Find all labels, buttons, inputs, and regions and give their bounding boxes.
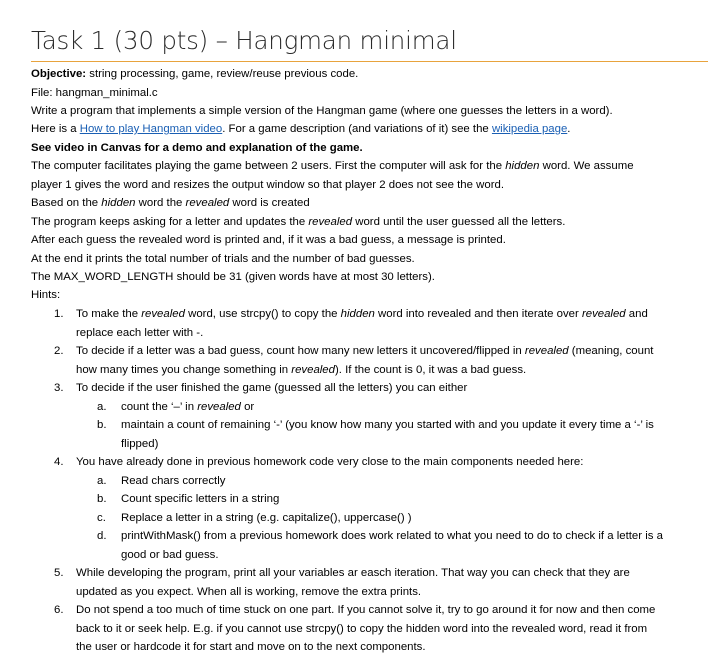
hint-3-line-1: To decide if the user finished the game (guessed all the letters) you can either xyxy=(76,382,468,394)
hint-1-revealed2: revealed xyxy=(581,308,626,320)
based-line xyxy=(31,196,310,210)
hint-1-mid2: word into revealed and then iterate over xyxy=(374,308,582,320)
based-pre: Based on the xyxy=(31,197,102,209)
wikipedia-link[interactable]: wikipedia page xyxy=(491,123,568,135)
hint-2-number: 2. xyxy=(54,345,64,357)
based-hidden: hidden xyxy=(101,197,136,209)
hint-3b-letter: b. xyxy=(97,419,107,431)
hint-5-line-1: While developing the program, print all your variables ar easch iteration. That way you can check that they are xyxy=(76,567,630,579)
hint-3a-post: or xyxy=(240,401,255,413)
see-video-line: See video in Canvas for a demo and explanation of the game. xyxy=(31,142,363,154)
hint-2-revealed: revealed xyxy=(524,345,569,357)
hint-3-number: 3. xyxy=(54,382,64,394)
hint-1-mid: word, use strcpy() to copy the xyxy=(184,308,341,320)
hint-1-post: and xyxy=(625,308,648,320)
atend-line: At the end it prints the total number of trials and the number of bad guesses. xyxy=(31,253,415,265)
hint-4d-line-2: good or bad guess. xyxy=(121,549,219,561)
hint-3b-line-1: maintain a count of remaining ‘-’ (you know how many you started with and you update it every time a ‘-’ is xyxy=(121,419,654,431)
keeps-pre: The program keeps asking for a letter and updates the xyxy=(31,216,309,228)
facilitates-line xyxy=(31,159,634,173)
after-line: After each guess the revealed word is printed and, if it was a bad guess, a message is printed. xyxy=(31,234,506,246)
hint-3b-line-2: flipped) xyxy=(121,438,159,450)
hint-4-number: 4. xyxy=(54,456,64,468)
hint-2-post: (meaning, count xyxy=(568,345,654,357)
based-post: word is created xyxy=(229,197,310,209)
hint-3a-text xyxy=(121,400,254,414)
keeps-line xyxy=(31,215,565,229)
hint-3a-pre: count the ‘–’ in xyxy=(121,401,198,413)
hint-6-line-2: back to it or seek help. E.g. if you cannot use strcpy() to copy the hidden word into the revealed word, read it from xyxy=(76,623,648,635)
hint-5-line-2: updated as you expect. When all is working, remove the extra prints. xyxy=(76,586,422,598)
links-text-pre: Here is a xyxy=(31,123,80,135)
hint-4c-text: Replace a letter in a string (e.g. capitalize(), uppercase() ) xyxy=(121,512,412,524)
hint-1-line-2: replace each letter with -. xyxy=(76,327,204,339)
based-revealed: revealed xyxy=(185,197,230,209)
hint-2-l2-post: ). If the count is 0, it was a bad guess. xyxy=(334,364,527,376)
links-text-mid: . For a game description (and variations of it) see the xyxy=(222,123,492,135)
hint-4d-line-1: printWithMask() from a previous homework does work related to what you need to do to check if a letter is a xyxy=(121,530,663,542)
player1-line: player 1 gives the word and resizes the output window so that player 2 does not see the word. xyxy=(31,179,504,191)
facilitates-post: word. We assume xyxy=(539,160,634,172)
hint-2-line-1 xyxy=(76,344,653,358)
links-line xyxy=(31,122,570,136)
hint-1-revealed: revealed xyxy=(141,308,185,320)
hints-label: Hints: xyxy=(31,289,61,301)
hint-6-line-3: the user or hardcode it for start and move on to the next components. xyxy=(76,641,426,653)
hint-3a-letter: a. xyxy=(97,401,107,413)
title-underline xyxy=(31,61,708,62)
hint-4-line-1: You have already done in previous homework code very close to the main components needed here: xyxy=(76,456,584,468)
facilitates-hidden: hidden xyxy=(505,160,540,172)
hint-4a-letter: a. xyxy=(97,475,107,487)
write-line: Write a program that implements a simple version of the Hangman game (where one guesses the letters in a word). xyxy=(31,105,613,117)
objective-text: string processing, game, review/reuse previous code. xyxy=(86,68,359,80)
hint-2-l2-pre: how many times you change something in xyxy=(76,364,292,376)
hint-3a-revealed: revealed xyxy=(197,401,241,413)
objective-label: Objective: xyxy=(31,68,87,80)
keeps-post: word until the user guessed all the letters. xyxy=(352,216,566,228)
hint-1-hidden: hidden xyxy=(340,308,375,320)
facilitates-pre: The computer facilitates playing the game between 2 users. First the computer will ask for the xyxy=(31,160,506,172)
hint-4c-letter: c. xyxy=(97,512,106,524)
hint-1-pre: To make the xyxy=(76,308,142,320)
links-text-post: . xyxy=(567,123,571,135)
objective-line xyxy=(31,67,358,81)
hint-4b-text: Count specific letters in a string xyxy=(121,493,280,505)
hint-6-number: 6. xyxy=(54,604,64,616)
hint-6-line-1: Do not spend a too much of time stuck on one part. If you cannot solve it, try to go around it for now and then come xyxy=(76,604,656,616)
hint-2-pre: To decide if a letter was a bad guess, count how many new letters it uncovered/flipped in xyxy=(76,345,525,357)
hint-2-line-2 xyxy=(76,363,526,377)
hint-4a-text: Read chars correctly xyxy=(121,475,226,487)
file-line: File: hangman_minimal.c xyxy=(31,87,158,99)
hint-4b-letter: b. xyxy=(97,493,107,505)
page-title: Task 1 (30 pts) – Hangman minimal xyxy=(31,26,457,55)
hint-4d-letter: d. xyxy=(97,530,107,542)
keeps-revealed: revealed xyxy=(308,216,353,228)
hint-5-number: 5. xyxy=(54,567,64,579)
based-mid: word the xyxy=(135,197,186,209)
hint-1-number: 1. xyxy=(54,308,64,320)
hangman-video-link[interactable]: How to play Hangman video xyxy=(79,123,223,135)
maxlen-line: The MAX_WORD_LENGTH should be 31 (given words have at most 30 letters). xyxy=(31,271,435,283)
hint-1-line-1 xyxy=(76,307,648,321)
hint-2-l2-revealed: revealed xyxy=(291,364,335,376)
